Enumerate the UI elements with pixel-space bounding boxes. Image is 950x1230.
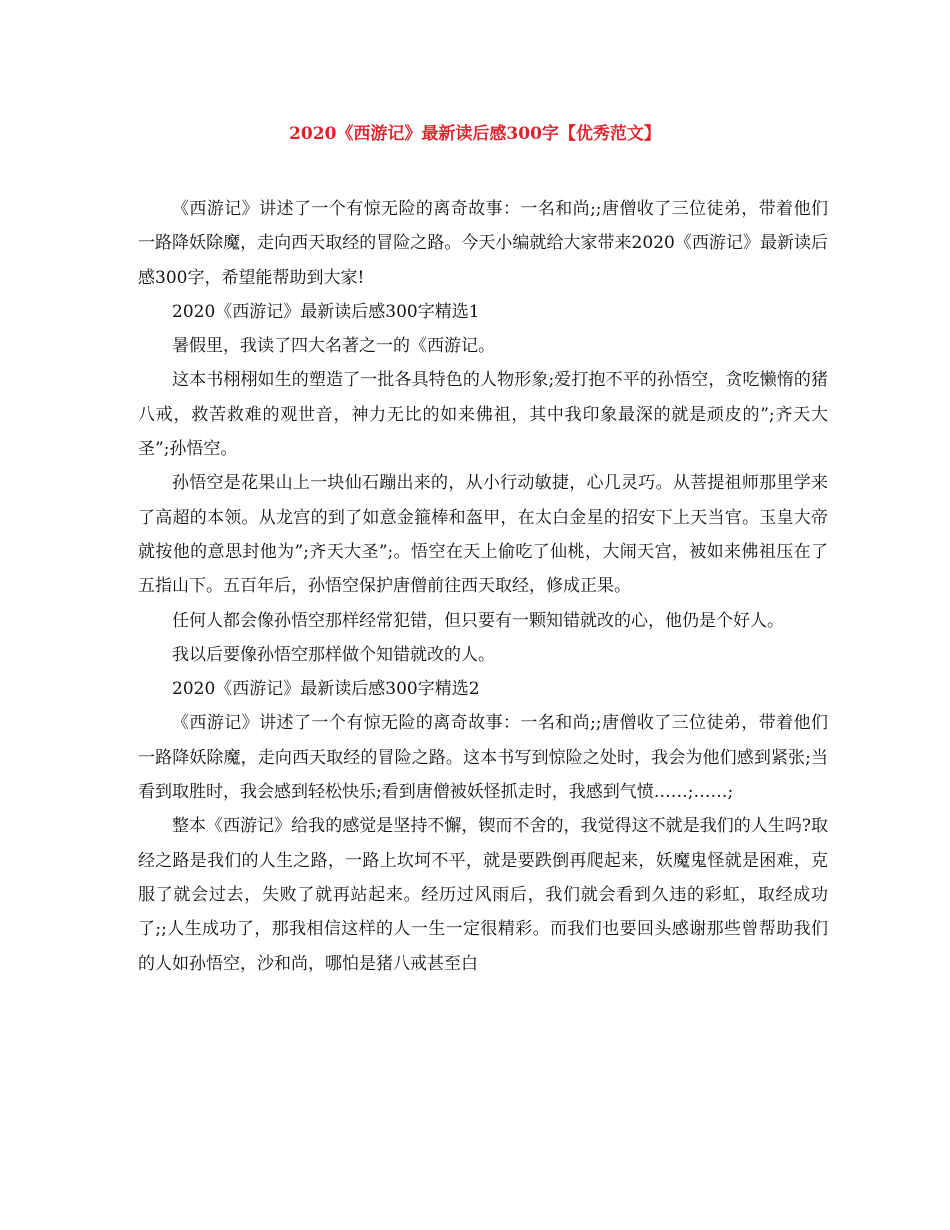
paragraph: 这本书栩栩如生的塑造了一批各具特色的人物形象;爱打抱不平的孙悟空，贪吃懒惰的猪八戒，救苦救难的观世音，神力无比的如来佛祖，其中我印象最深的就是顽皮的”;齐天大圣”;孙悟空。 [138,370,828,460]
paragraph: 我以后要像孙悟空那样做个知错就改的人。 [172,644,495,665]
document-body [138,192,828,981]
paragraph: 整本《西游记》给我的感觉是坚持不懈，锲而不舍的，我觉得这不就是我们的人生吗?取经之路是我们的人生之路，一路上坎坷不平，就是要跌倒再爬起来，妖魔鬼怪就是困难，克服了就会过去，失败了就再站起来。经历过风雨后，我们就会看到久违的彩虹，取经成功了;;人生成功了，那我相信这样的人一生一定很精彩。而我们也要回头感谢那些曾帮助我们的人如孙悟空，沙和尚，哪怕是猪八戒甚至白 [138,816,828,974]
paragraph: 任何人都会像孙悟空那样经常犯错，但只要有一颗知错就改的心，他仍是个好人。 [172,610,784,631]
paragraph-intro: 《西游记》讲述了一个有惊无险的离奇故事：一名和尚;;唐僧收了三位徒弟，带着他们一路降妖除魔，走向西天取经的冒险之路。今天小编就给大家带来2020《西游记》最新读后感300字，希望能帮助到大家! [138,199,828,288]
document-title: 2020《西游记》最新读后感300字【优秀范文】 [289,124,661,144]
paragraph: 《西游记》讲述了一个有惊无险的离奇故事：一名和尚;;唐僧收了三位徒弟，带着他们一路降妖除魔，走向西天取经的冒险之路。这本书写到惊险之处时，我会为他们感到紧张;当看到取胜时，我会感到轻松快乐;看到唐僧被妖怪抓走时，我感到气愤……;……; [138,713,828,803]
paragraph: 暑假里，我读了四大名著之一的《西游记。 [172,336,495,357]
paragraph: 孙悟空是花果山上一块仙石蹦出来的，从小行动敏捷，心几灵巧。从菩提祖师那里学来了高超的本领。从龙宫的到了如意金箍棒和盔甲，在太白金星的招安下上天当官。玉皇大帝就按他的意思封他为”;齐天大圣”;。悟空在天上偷吃了仙桃，大闹天宫，被如来佛祖压在了五指山下。五百年后，孙悟空保护唐僧前往西天取经，修成正果。 [138,473,828,597]
section-heading-1: 2020《西游记》最新读后感300字精选1 [172,301,480,322]
section-heading-2: 2020《西游记》最新读后感300字精选2 [172,679,480,700]
